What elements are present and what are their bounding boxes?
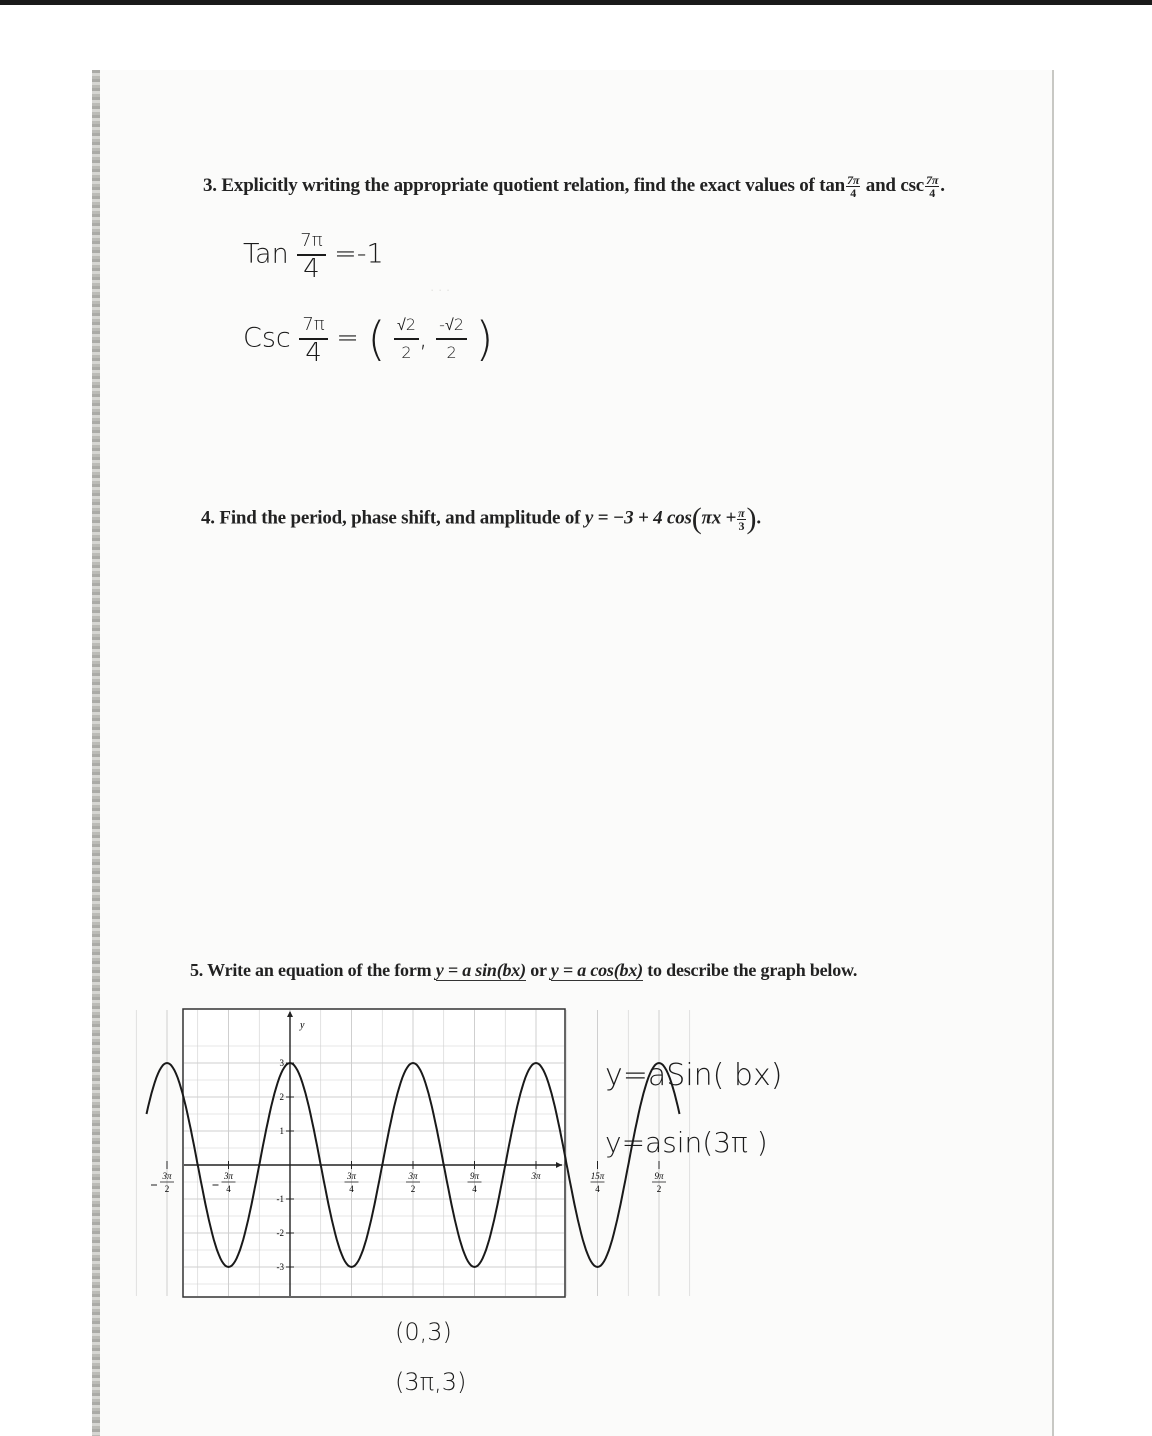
problem-4-text: Find the period, phase shift, and amplitude of bbox=[219, 507, 581, 529]
csc-label: csc bbox=[900, 174, 925, 196]
x-tick-num: 9π bbox=[654, 1171, 664, 1181]
x-tick-num: 3π bbox=[162, 1171, 172, 1181]
form-cos: y = a cos(bx) bbox=[550, 960, 643, 980]
csc-point-x: $\frac{√2}{2}$ bbox=[394, 312, 419, 366]
point-1: (0,3) bbox=[395, 1318, 452, 1346]
and-word: and bbox=[865, 174, 896, 196]
tan-fraction: $\frac{7\pi}{4}$ bbox=[847, 173, 860, 200]
tan-result: =-1 bbox=[334, 238, 384, 270]
x-tick-num: 3π bbox=[346, 1171, 357, 1181]
y-tick-label: 1 bbox=[279, 1126, 284, 1136]
x-tick-den: 2 bbox=[410, 1184, 416, 1194]
x-tick-num: 3π bbox=[408, 1171, 418, 1181]
y-axis-label: y bbox=[300, 1020, 305, 1031]
y-tick-label: 2 bbox=[279, 1092, 284, 1102]
problem-5-text: Write an equation of the form bbox=[207, 960, 432, 980]
x-tick-den: 4 bbox=[349, 1184, 354, 1194]
csc-work: Csc 7π 4 = ( $\frac{√2}{2}$ , $\frac{-√2}{2}$ ) bbox=[243, 312, 494, 368]
x-tick-num: 3π bbox=[531, 1171, 541, 1181]
y-tick-label: -3 bbox=[276, 1262, 284, 1272]
x-tick-num: 3π bbox=[223, 1171, 234, 1181]
x-tick-num: 15π bbox=[590, 1171, 605, 1181]
problem-3: 3. Explicitly writing the appropriate quotient relation, find the exact values of tan $\frac{7\pi}{4}$ and csc $\frac{7\pi}{4}$ . bbox=[203, 173, 945, 200]
paper-edge bbox=[92, 70, 100, 1436]
csc-point-y: $\frac{-√2}{2}$ bbox=[436, 312, 467, 366]
x-tick-den: 4 bbox=[595, 1184, 600, 1194]
problem-3-number: 3. bbox=[203, 174, 217, 196]
tan-work: Tan 7π 4 =-1 bbox=[243, 230, 384, 284]
x-tick-den: 4 bbox=[226, 1184, 231, 1194]
point-2: (3π,3) bbox=[395, 1368, 467, 1396]
y-tick-label: -2 bbox=[276, 1228, 284, 1238]
x-tick-den: 2 bbox=[164, 1184, 170, 1194]
y-tick-label: 3 bbox=[279, 1058, 284, 1068]
answer-line-1: y=aSin( bx) bbox=[605, 1058, 783, 1093]
tan-label: tan bbox=[819, 174, 846, 196]
answer-line-2: y=asin(3π ) bbox=[605, 1126, 768, 1159]
problem-4-equation: y = −3 + 4 cos bbox=[584, 507, 692, 529]
tan-work-fraction: 7π 4 bbox=[297, 228, 325, 282]
problem-4: 4. Find the period, phase shift, and amplitude of y = −3 + 4 cos(πx + $\frac{\pi}{3}$ ). bbox=[201, 502, 761, 535]
csc-fraction: $\frac{7\pi}{4}$ bbox=[926, 173, 939, 200]
x-tick-label bbox=[530, 1171, 541, 1181]
csc-work-fraction: 7π 4 bbox=[299, 312, 327, 366]
form-sin: y = a sin(bx) bbox=[435, 960, 526, 980]
top-bar bbox=[0, 0, 1152, 5]
problem-5: 5. Write an equation of the form y = a sin(bx) or y = a cos(bx) to describe the graph below. bbox=[190, 960, 858, 980]
x-tick-den: 4 bbox=[472, 1184, 477, 1194]
cosine-graph bbox=[162, 1008, 664, 1298]
problem-3-text: Explicitly writing the appropriate quotient relation, find the exact values of bbox=[221, 174, 815, 196]
y-tick-label: -1 bbox=[276, 1194, 284, 1204]
x-tick-num: 9π bbox=[469, 1171, 480, 1181]
bleed-through-text: · · · bbox=[430, 282, 451, 297]
x-tick-den: 2 bbox=[656, 1184, 662, 1194]
